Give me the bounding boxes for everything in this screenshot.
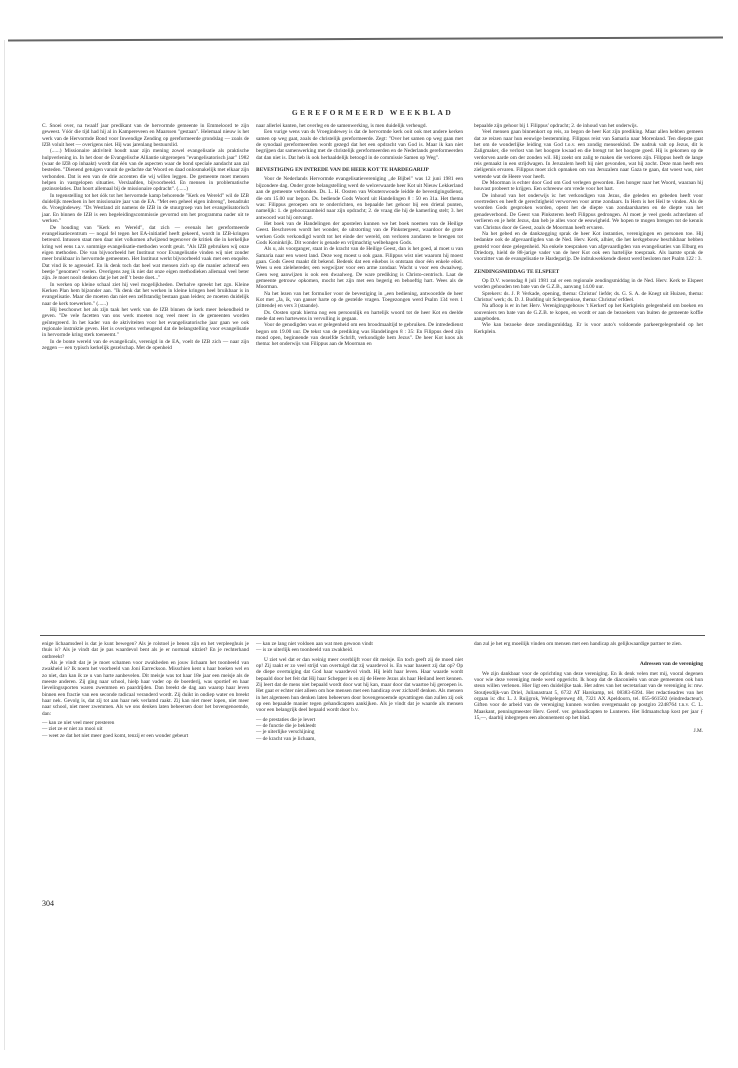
section-heading-adressen: Adressen van de vereniging	[639, 661, 703, 668]
paragraph: Hij beschouwt het als zijn taak het werk van de IZB binnen de kerk meer bekendheid te geven. "De vele facetten van ons werk moeten nog veel meer in de gemeenten worden geïntegreerd. In het kader van de aktiviteiten voor het evangelisatorische jaar gaan we ook regionale instruktie geven. Het is overigens verheugend dat de belangstelling voor evangelisatie in hervormde kring sterk toeneemt."	[42, 306, 249, 339]
paragraph: Veel mensen gaan binnenkort op reis, zo begon de heer Kot zijn prediking. Maar allen hebben gemeen dat ze reizen naar hun eeuwige bestemming. Filippus reist van Samaria naar Morenland. Ten diepste gaat het om de wonderlijke leiding van God t.o.v. een zondig mensenkind. De nadruk valt op Jezus, dit is Zaligmaker, die verlost van het hoogste kwaad en die brengt tot het hoogste goed. Hij is gekomen op de verdorven aarde om der zonden wil. Hij zoekt om zalig te maken die verloren zijn. Filippus heeft de lange reis gemaakt in een strijdwagen. In Jeruzalem heeft hij niet gevonden, wat hij zocht. Deze man heeft een zieligemis ervaren. Filippus moet zich opmaken om van Jeruzalem naar Gaza te gaan, dat woest was, niet wetende wat de Heere voor heeft.	[474, 129, 703, 180]
list-item: — de kracht van je lichaam,	[256, 735, 316, 742]
list-item: — ziet ze er niet zo mooi uit	[42, 726, 103, 733]
paragraph: dan zul je het erg moeilijk vinden om mensen met een handicap als gelijkwaardige partner te zien.	[474, 641, 683, 647]
section-heading-bevestiging: BEVESTIGING EN INTREDE VAN DE HEER KOT TE HARDEGARIJP	[256, 167, 429, 174]
lower-column-2	[256, 641, 463, 745]
list-item: — je uiterlijke verschijning	[256, 729, 315, 736]
list-item: — kan ze lang niet voldoen aan wat men gewoon vindt	[256, 641, 373, 647]
paragraph: Na afloop is er in het Herv. Verenigingsgebouw 't Kerkerf op het Kerkplein gelegenheid om boeken en souveniers ten bate van de G.Z.B. te kopen, en wordt er aan de bezoekers van buiten de gemeente koffie aangeboden.	[474, 303, 703, 323]
paragraph: In werken op kleine schaal ziet hij veel mogelijkheden. Derhalve spreekt het zgn. Kleine Kerken Plan hem bijzonder aan. "Ik denk dat het werken in kleine kringen heel bruikbaar is in evangelisatie. Maar die moeten dan niet een zelfstandig bestaan gaan leiden; ze moeten duidelijk naar de kerk toewerken." (......)	[42, 281, 249, 307]
page-edge	[4, 40, 5, 1050]
list-item: — de prestaties die je levert	[256, 716, 316, 723]
lower-column-1	[42, 641, 249, 742]
dash-list	[42, 720, 249, 739]
paragraph: In de bonte wereld van de evangelicals, verenigd in de EA, voelt de IZB zich — naar zijn zeggen — een typisch kerkelijk gezelschap. Met de openheid	[42, 338, 249, 352]
paragraph: bepaalde zijn gehoor bij 1 Filippus' opdracht; 2. de inhoud van het onderwijs.	[474, 123, 638, 129]
paragraph: Voor de Nederlands Hervormde evangelisatievereniging „de Bijbel" was 12 juni 1981 een bijzondere dag. Onder grote belangstelling werd de welcerwaarde heer Kot uit Nieuw Lekkerland aan de gemeente verbonden. Ds. L. H. Oosten van Wouterswoude leidde de bevestigingsdienst, die om 15.00 uur begon. Ds. bediende Gods Woord uit Handelingen 8 : 50 en 31a. Het thema was: Filippus geroepen om te onderrichten, en bepaalde het gehoor bij een drietal punten, namelijk: 1. de gehoorzaamheid naar zijn opdracht; 2. de vraag die hij de kamerling stelt; 3. het antwoord wat hij ontvangt.	[256, 176, 463, 221]
paragraph: Als je vindt dat je je moet schamen voor zwakheden en jouw lichaam het toonbeeld van zwakheid is? Ik noem het voorbeeld van Joni Earreckson. Misschien kent u haar boeken wel en zo niet, dan kan ik ze u van harte aanbevelen. Dit meisje was tot haar 18e jaar een meisje als de meeste anderen. Zij ging naar school, hielp haar vader op de boerderij, was sportief en haar lievelingssporten waren zwemmen en paardrijden. Dan breekt de dag aan waarop haar leven binnen een fractie van een seconde radicaal veranderd wordt. Zij duikt in ondiep water en breekt haar nek. Gevolg is, dat zij tot aan haar nek verlamd raakt. Zij kan niet meer lopen, niet meer naar school, niet meer zwemmen. Als we ons denken laten beheersen door het bovengenoemde, dan:	[42, 660, 249, 717]
paragraph: In tegenstelling tot het óók tot het hervormde kamp behorende "Kerk en Wereld" wil de IZB duidelijk meedoen in het missionaire jaar van de EA. "Met een geheel eigen inbreng", benadrukt ds. Vroegindewey. "Ds Westland zit namens de IZB in de stuurgroep van het evangelisatorisch jaar. En binnen de IZB is een begeleidingscommissie gevormd om het programma nader uit te werken."	[42, 192, 249, 225]
list-item: — weet ze dat het niet meer goed komt, tenzij er een wonder gebeurt	[42, 732, 189, 739]
article-column-2	[256, 123, 463, 348]
paragraph: enige lichaamsdeel is dat je kunt bewegen? Als je rolstoel je benen zijn en het verpleeghuis je thuis is? Als je vindt dat je pas waardevol bent als je er normaal uitziet? En je rechterhand ontbreekt?	[42, 641, 249, 660]
paragraph: Na het gebed en de dankzegging sprak de heer Kot instanties, verenigingen en personen toe. Hij bedankte ook de afgevaardigden van de Ned. Herv. Kerk, alhier, die het kerkgebouw beschikbaar hebben gesteld voor deze gelegenheid. Na enkele toespraken van afgevaardigden van evangelisaties van Elburg en Driedorp, hield de 88-jarige vader van de heer Kot ook een hartelijke toespraak. Als laatste sprak de voorzitter van de evangelisatie te Hardegarijp. De indrukwekkende dienst werd besloten met Psalm 122 : 3.	[474, 230, 703, 263]
paragraph: Het boek van de Handelingen der apostelen kunnen we het boek noemen van de Heilige Geest. Beschreven wordt het wonder, de uitstorting van de Pinkstergeest, waardoor de grote werken Gods verkondigd wordt tot het einde der wereld, om verloren zondaren te brengen tot Gods Koninkrijk. Dit wonder is genade en vrijmachtig welbehagen Gods.	[256, 220, 463, 246]
page-number: 304	[42, 899, 54, 908]
paragraph: Ds. Oosten sprak hierna nog een persoonlijk en hartelijk woord tot de heer Kot en deelde mede dat een hartewens in vervulling is gegaan.	[256, 309, 463, 323]
paragraph: C. Snoei over, na twaalf jaar predikant van de hervormde gemeente in Emmeloord te zijn geweest. Vóór die tijd had hij al in Kampereveen en Maarssen "gestaan". Helemaal nieuw is het werk van de Hervormde Bond voor Inwendige Zending op gereformeerde grondslag — zoals de IZB voluit heet — overigens niet. Hij was jarenlang bestuurslid.	[42, 123, 249, 149]
top-rule	[8, 36, 723, 41]
paragraph: De houding van "Kerk en Wereld", dat zich — evenals het gereformeerde evangelisatiecentrum — nogal fel tegen het EA-initiatief heeft gekeerd, wordt in IZB-kringen betreurd. Intussen staat men daar niet volkomen afwijzend tegenover de kritiek die in kerkelijke kring wel eens t.a.v. sommige evangelisatie-methoden wordt geuit. "Als IZB gebruiken wij onze eigen methoden. Die van bijvoorbeeld het Instituut voor Evangelisatie vinden wij niet zonder meer bruikbaar in hervormde gemeenten. Het Instituut werkt bijvoorbeeld vaak met een enquête. Dat vind ik te agressief. En ik denk toch dat heel wat mensen zich op die manier achteraf een beetje "genomen" voelen. Overigens zeg ik niet dat onze eigen methodieken allemaal veel beter zijn. Je moet nooit denken dat je het zelf 't beste doet..."	[42, 224, 249, 282]
section-heading-zendingsmiddag: ZENDINGSMIDDAG TE ELSPEET	[474, 268, 560, 275]
article-column-3	[474, 123, 703, 335]
paragraph: Voor de genodigden was er gelegenheid om een broodmaaltijd te gebruiken. De intrededienst begon om 19.00 uur. De tekst van de prediking was Handelingen 8 : 35: En Filippus deed zijn mond open, beginnende van dezelfde Schrift, verkondigde hem Jezus". De heer Kot koos als thema: het onderwijs van Filippus aan de Moorman en	[256, 322, 463, 348]
lower-column-3	[474, 641, 703, 734]
paragraph: naar allerlei kanten, het overleg en de samenwerking, is men duidelijk verheugd.	[256, 123, 427, 129]
list-item: — de functie die je bekleedt	[256, 723, 316, 730]
list-item: — kan ze niet veel meer presteren	[42, 720, 115, 727]
article-column-1	[42, 123, 249, 351]
paragraph: De inhoud van het onderwijs is: het verkondigen van Jezus, die geleden en gebeden heeft voor overtreders en heeft de gerechtigheid verworven voor arme zondaars. In Hem is het Heil te vinden. Als de woorden Gods gesproken worden, opent het de diepte van zondaarsharten en de diepte van het genadeverbond. De Geest van Pinksteren heeft Filippus gedrongen. Al moet je veel goeds achterlaten of verlieren en je hebt Jezus, dan heb je alles voor de eeuwigheid. We hopen te mogen brengen tot de kennis van Christus door de Geest, zoals de Moorman heeft ervaren.	[474, 192, 703, 231]
paragraph: Na het lezen van het formulier voor de bevestiging in „een bediening, antwoordde de heer Kot met „Ja, ik, van ganser harte op de gestelde vragen. Toegezongen werd Psalm 134 vers 1 (zittende) en vers 3 (staande).	[256, 290, 463, 310]
paragraph: We zijn dankbaar voor de oprichting van deze vereniging. En ik denk velen met mij, vooral degenen voor wie deze vereniging mede werd opgericht. Ik hoop dat de diaconieën van onze gemeenten ook hun steun willen verlenen. Hier ligt een duidelijke taak. Het adres van het secretariaat van de vereniging is: mw. Stoutjesdijk-van Driel, Julianastraat 5, 6732 AT Harskamp, tel. 08383-6394. Het redactieadres van het orgaan is: dhr. L. J. Ruijgrok, Welgelegenweg 40, 7321 AX Apeldoorn, tel. 055-661502 (eindredacteur). Giften voor de arbeid van de vereniging kunnen worden overgemaakt op postgiro 2248764 t.n.v. C. L. Maaskant, penningmeester Herv. Geref. ver. gehandicapten te Lunteren. Het lidmaatschap kost per jaar ƒ 15,—, daarbij inbegrepen een abonnement op het blad.	[474, 670, 703, 722]
paragraph: Sprekers: ds. J. P. Verkade, opening, thema: Christus' liefde; ds. G. S. A. de Knegt uit Huizen, thema: Christus' werk; ds. D. J. Budding uit Scherpenisse, thema: Christus' erfdeel.	[474, 290, 703, 303]
section-divider	[40, 635, 705, 636]
paragraph: U ziet wel dat er dan weinig meer overblijft voor dit meisje. En toch geeft zij de moed niet op! Zij raakt er zo veel strijd van overtuigd dat zij waardevol is. En waar baseert zij dat op? Op de diepe overtuiging dat God haar waardevol vindt. Hij leidt haar leven. Haar waarde wordt bepaald door het feit dat Hij haar Schepper is en zij de Heere Jezus als haar Heiland leert kennen. Zij leert dat de mens niet bepaald wordt door wat hij kan, maar door dat waartoe hij geroepen is. Het gaat er echter niet alleen om hoe mensen met een handicap over zichzelf denken. Als mensen in het algemeen hun denken laten beheersen door bovengenoemde opvattingen dan zullen zij ook op een bepaalde manier tegen gehandicapten aankijken. Als je vindt dat je waarde als mensen voor een belangrijk deel bepaald wordt door b.v.	[256, 656, 463, 714]
page-header: GEREFORMEERD WEEKBLAD	[291, 108, 454, 117]
paragraph: Op D.V. woensdag 8 juli 1981 zal er een regionale zendingsmiddag in de Ned. Herv. Kerk te Elspeet worden gehouden ten bate van de G.Z.B., aanvang 14.00 uur.	[474, 277, 703, 291]
author-signature: J.M.	[693, 727, 703, 734]
paragraph: Wie kan bezoeke deze zendingsmiddag. Er is voor auto's voldoende parkeergelegenheid op het Kerkplein.	[474, 322, 703, 335]
dash-list	[256, 717, 463, 742]
dash-list	[256, 641, 463, 654]
paragraph: Als u, als voorganger, staat in de kracht van de Heilige Geest, dan is het goed, al moet u van Samaria naar een woest land. Deze weg moest u ook gaan. Filippus wist niet waarom hij moest gaan. Gods Geest maakt dit bekend. Bedenk dat een eikebos is ontstaan door één enkele eikel. Wees u een zielehereder, een wegwijzer voor een arme zondaar. Wacht u voor een dwaalweg. Geen weg aanwijzen is ook een dwaalweg. De ware prediking is Christo-centrisch. Laat de gemeente getrouw opkomen, mocht het zijn met een begerig en behoeftig hart. Wees als de Moorman.	[256, 246, 463, 291]
list-item: — is ze uiterlijk een toonbeeld van zwakheid.	[256, 647, 354, 654]
paragraph: De Moorman is echter door God om God verlegen geworden. Een honger naar het Woord, waaraan hij houvast probeert te krijgen. Een schreeuw om vrede voor het hart.	[474, 180, 703, 193]
paragraph: (......) Missionaire aktiviteit houdt naar zijn mening zowel evangelisatie als praktische hulpverlening in. In het door de Evangelische Alliantie uitgeroepen "evangelisatorisch jaar" 1982 (waar de IZB op inhaakt) wordt dat één van de aspecten waar de bond speciale aandacht aan zal besteden. "Dienend getuigen vanuit de gedachte dat Woord en daad onlosmakelijk met elkaar zijn verbonden. Dat is een van de drie accenten die wij willen leggen. De gemeente moet mensen helpen in vastgelopen situaties. Verslaafden, bijvoorbeeld. En mensen in problematische gezinsrelaties. Dat hoort allemaal bij de missionaire opdracht". (......)	[42, 148, 249, 193]
paragraph: Een vurige wens van ds Vroegindewey is dat de hervormde kerk ooit ook met andere kerken samen op weg gaat, zoals de christelijk gereformeerde. Zegt: "Over het samen op weg gaan met de synodaal gereformeerden wordt gezegd dat het een opdracht van God is. Maar ik kan niet begrijpen dat samenwerking met de christelijk gereformeerden en de Nederlands gereformeerden dat dan niet is. Dat heb ik ook herhaaldelijk betoogd in de commissie Samen op Weg".	[256, 129, 463, 161]
